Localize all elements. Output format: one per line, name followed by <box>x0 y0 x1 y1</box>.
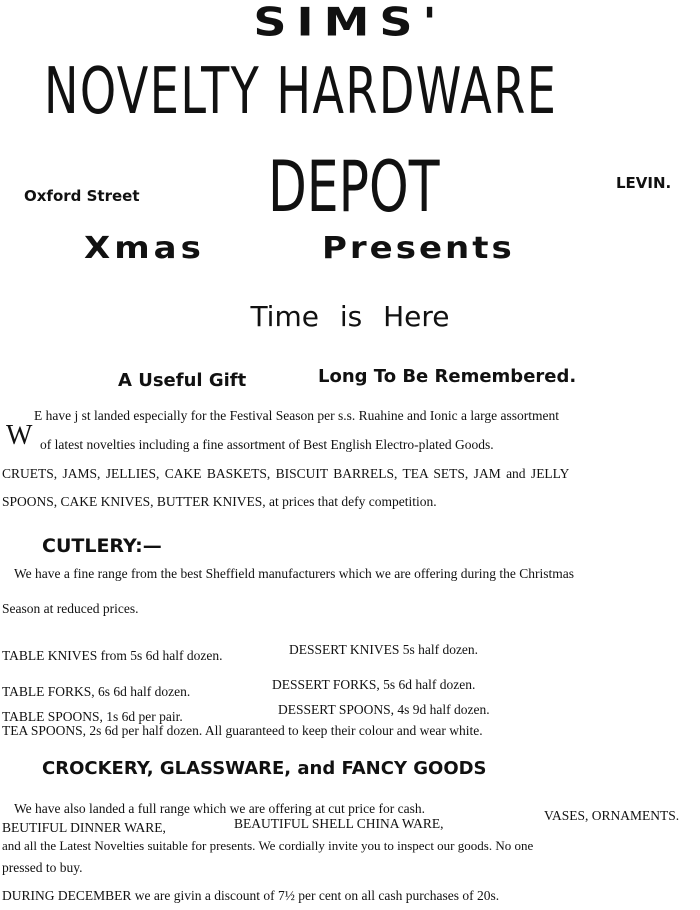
crockery-item: VASES, ORNAMENTS. <box>544 808 680 823</box>
cutlery-line-2: Season at reduced prices. <box>2 601 139 616</box>
intro-line-1: E have j st landed especially for the Festival Season per s.s. Ruahine and Ionic a large assortment <box>34 408 559 423</box>
discount-line: DURING DECEMBER we are givin a discount of 7½ per cent on all cash purchases of 20s. <box>2 888 500 903</box>
crockery-line-1: We have also landed a full range which we are offering at cut price for cash. <box>14 801 425 816</box>
intro-line-2: of latest novelties including a fine assortment of Best English Electro-plated Goods. <box>40 437 494 452</box>
store-title: NOVELTY HARDWARE <box>44 55 558 129</box>
right-address: LEVIN. <box>616 174 672 192</box>
cutlery-heading: CUTLERY:— <box>42 535 162 557</box>
intro-line-4: SPOONS, CAKE KNIVES, BUTTER KNIVES, at prices that defy competition. <box>2 494 437 509</box>
gift-heading-right: Long To Be Remembered. <box>318 366 577 387</box>
time-heading: Time is Here <box>250 300 450 333</box>
cutlery-item-right: DESSERT SPOONS, 4s 9d half dozen. <box>278 702 490 717</box>
store-title-depot: DEPOT <box>268 146 440 228</box>
crockery-heading: CROCKERY, GLASSWARE, and FANCY GOODS <box>42 758 487 779</box>
cutlery-item-left: TABLE KNIVES from 5s 6d half dozen. <box>2 648 223 663</box>
gift-heading-left: A Useful Gift <box>118 370 247 391</box>
tea-spoons-line: TEA SPOONS, 2s 6d per half dozen. All guaranteed to keep their colour and wear white. <box>2 723 483 738</box>
cutlery-item-left: TABLE FORKS, 6s 6d half dozen. <box>2 684 191 699</box>
cutlery-item-left: TABLE SPOONS, 1s 6d per pair. <box>2 709 183 724</box>
intro-line-3: CRUETS, JAMS, JELLIES, CAKE BASKETS, BISCUIT BARRELS, TEA SETS, JAM and JELLY <box>2 466 570 481</box>
crockery-item: BEAUTIFUL SHELL CHINA WARE, <box>234 816 444 831</box>
cutlery-item-right: DESSERT FORKS, 5s 6d half dozen. <box>272 677 476 692</box>
cutlery-line-1: We have a fine range from the best Sheffield manufacturers which we are offering during the Christmas <box>14 566 574 581</box>
drop-cap: W <box>6 420 33 451</box>
brand-name: SIMS' <box>253 0 447 45</box>
xmas-heading: Xmas <box>84 230 205 266</box>
cutlery-item-right: DESSERT KNIVES 5s half dozen. <box>289 642 479 657</box>
crockery-item: BEUTIFUL DINNER WARE, <box>2 820 166 835</box>
crockery-line-3: and all the Latest Novelties suitable for presents. We cordially invite you to inspect our goods. No one <box>2 838 534 853</box>
left-address: Oxford Street <box>24 187 140 205</box>
crockery-line-4: pressed to buy. <box>2 860 83 875</box>
presents-heading: Presents <box>322 230 515 266</box>
